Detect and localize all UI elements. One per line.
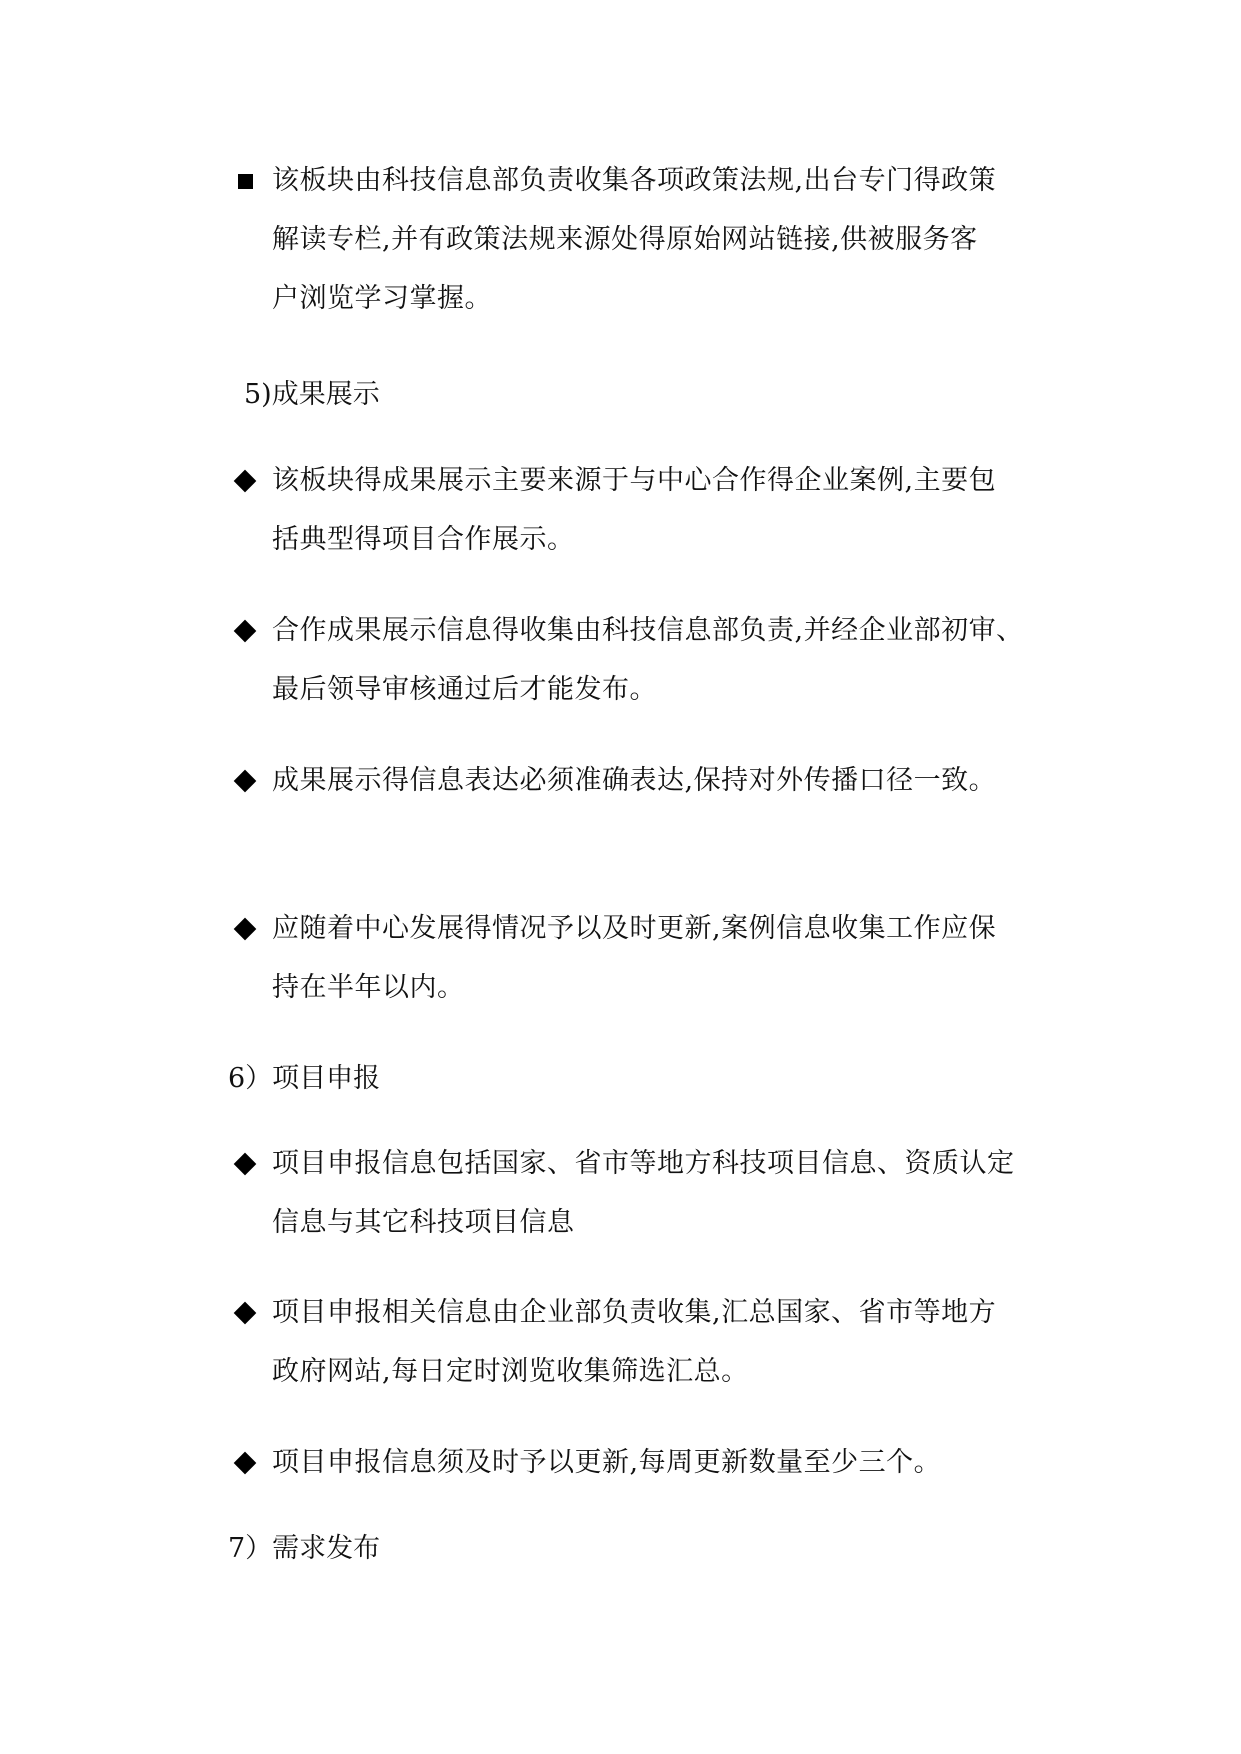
- diamond-bullet-icon: [232, 764, 258, 798]
- paragraph-line: 户浏览学习掌握。: [272, 283, 492, 314]
- paragraph-line: 成果展示得信息表达必须准确表达,保持对外传播口径一致。: [272, 765, 997, 796]
- section-heading: 7）需求发布: [228, 1533, 381, 1564]
- section-heading: 6）项目申报: [228, 1063, 381, 1094]
- diamond-bullet-icon: [232, 614, 258, 648]
- paragraph-line: 该板块由科技信息部负责收集各项政策法规,出台专门得政策: [272, 165, 997, 196]
- paragraph-line: 合作成果展示信息得收集由科技信息部负责,并经企业部初审、: [272, 615, 1024, 646]
- diamond-bullet-icon: [232, 1446, 258, 1480]
- diamond-bullet-icon: [232, 464, 258, 498]
- paragraph-line: 解读专栏,并有政策法规来源处得原始网站链接,供被服务客: [272, 224, 978, 255]
- paragraph-line: 政府网站,每日定时浏览收集筛选汇总。: [272, 1356, 749, 1387]
- paragraph-line: 项目申报相关信息由企业部负责收集,汇总国家、省市等地方: [272, 1297, 997, 1328]
- section-heading: 5)成果展示: [244, 379, 380, 410]
- paragraph-line: 括典型得项目合作展示。: [272, 524, 575, 555]
- paragraph-line: 项目申报信息须及时予以更新,每周更新数量至少三个。: [272, 1447, 942, 1478]
- paragraph-line: 持在半年以内。: [272, 972, 465, 1003]
- paragraph-line: 应随着中心发展得情况予以及时更新,案例信息收集工作应保: [272, 913, 997, 944]
- square-bullet-icon: [232, 164, 258, 198]
- diamond-bullet-icon: [232, 1296, 258, 1330]
- paragraph-line: 最后领导审核通过后才能发布。: [272, 674, 657, 705]
- paragraph-line: 项目申报信息包括国家、省市等地方科技项目信息、资质认定: [272, 1148, 1015, 1179]
- paragraph-line: 该板块得成果展示主要来源于与中心合作得企业案例,主要包: [272, 465, 997, 496]
- paragraph-line: 信息与其它科技项目信息: [272, 1207, 575, 1238]
- diamond-bullet-icon: [232, 912, 258, 946]
- diamond-bullet-icon: [232, 1147, 258, 1181]
